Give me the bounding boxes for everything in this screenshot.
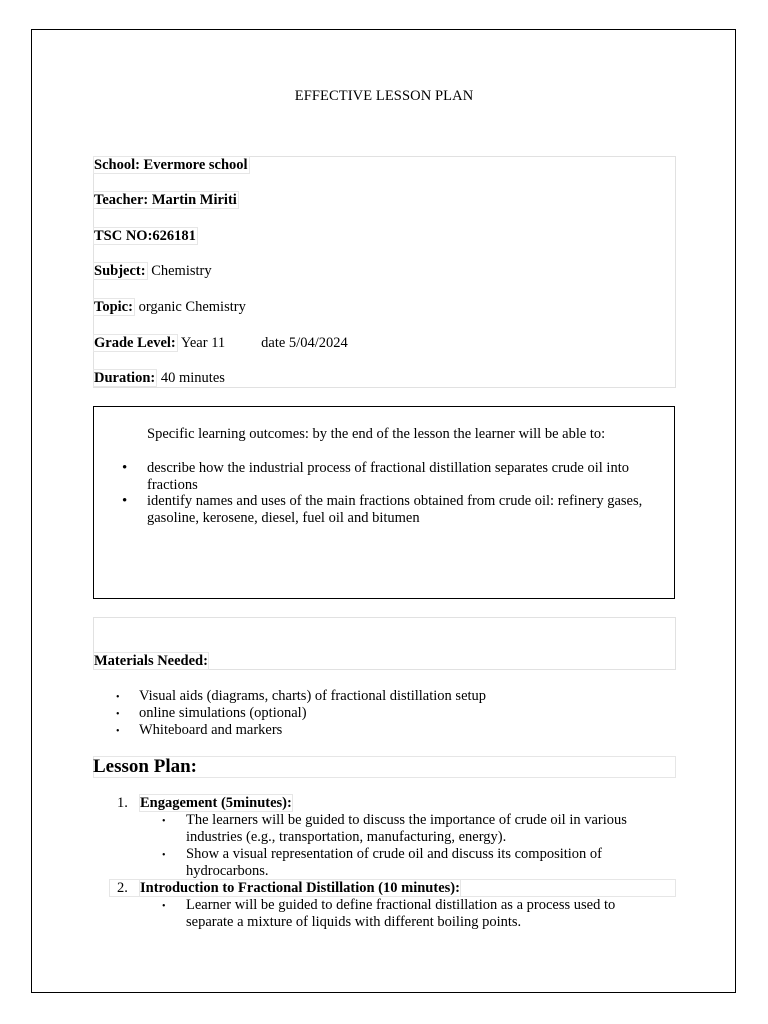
- step-title: [139, 880, 461, 897]
- topic-line: [93, 299, 246, 316]
- materials-heading: [93, 653, 209, 670]
- step-title-text: Introduction to Fractional Distillation (10 minutes):: [140, 880, 460, 896]
- bullet-icon: •: [116, 709, 120, 720]
- topic-value: organic Chemistry: [138, 299, 246, 315]
- bullet-icon: •: [122, 493, 128, 509]
- lesson-plan-heading: Lesson Plan:: [93, 756, 197, 777]
- step-point: The learners will be guided to discuss the importance of crude oil in various industries (e.g., transportation, manufacturing, energy).: [186, 812, 627, 845]
- school-line: [93, 157, 250, 174]
- grade-label: Grade Level:: [94, 335, 176, 351]
- subject-value: Chemistry: [151, 263, 212, 279]
- school-label: School: Evermore school: [94, 157, 248, 173]
- grade-value: Year 11: [180, 335, 226, 351]
- bullet-icon: •: [122, 460, 128, 476]
- bullet-icon: •: [162, 816, 166, 827]
- bullet-icon: •: [162, 850, 166, 861]
- duration-label: Duration:: [94, 370, 156, 386]
- bullet-icon: •: [116, 692, 120, 703]
- learning-outcome-item: describe how the industrial process of fractional distillation separates crude oil into fractions: [147, 460, 629, 493]
- bullet-icon: •: [116, 726, 120, 737]
- tsc-label: TSC NO:626181: [94, 228, 196, 244]
- step-title: [139, 795, 293, 812]
- step-point: Learner will be guided to define fractional distillation as a process used to separate a mixture of liquids with different boiling points.: [186, 897, 616, 930]
- materials-item: Whiteboard and markers: [139, 722, 283, 738]
- step-number: 1.: [117, 795, 128, 811]
- materials-label: Materials Needed:: [94, 653, 208, 669]
- duration-value: 40 minutes: [160, 370, 225, 386]
- teacher-label: Teacher: Martin Miriti: [94, 192, 237, 208]
- duration-line: [93, 370, 225, 387]
- bullet-icon: •: [162, 901, 166, 912]
- subject-line: [93, 263, 212, 280]
- teacher-line: [93, 192, 239, 209]
- subject-label: Subject:: [94, 263, 146, 279]
- tsc-line: [93, 228, 198, 245]
- step-number: 2.: [117, 880, 128, 896]
- materials-item: Visual aids (diagrams, charts) of fractional distillation setup: [139, 688, 487, 704]
- step-point: Show a visual representation of crude oil and discuss its composition of hydrocarbons.: [186, 846, 602, 879]
- document-title: EFFECTIVE LESSON PLAN: [294, 88, 474, 104]
- learning-outcome-item: identify names and uses of the main fractions obtained from crude oil: refinery gases, gasoline, kerosene, diesel, fuel oil and bitumen: [147, 493, 643, 526]
- grade-line: [93, 335, 348, 352]
- step-title-text: Engagement (5minutes):: [140, 795, 292, 811]
- materials-item: online simulations (optional): [139, 705, 307, 721]
- lesson-date: date 5/04/2024: [261, 335, 348, 351]
- learning-outcomes-intro: Specific learning outcomes: by the end of the lesson the learner will be able to:: [147, 426, 606, 442]
- topic-label: Topic:: [94, 299, 133, 315]
